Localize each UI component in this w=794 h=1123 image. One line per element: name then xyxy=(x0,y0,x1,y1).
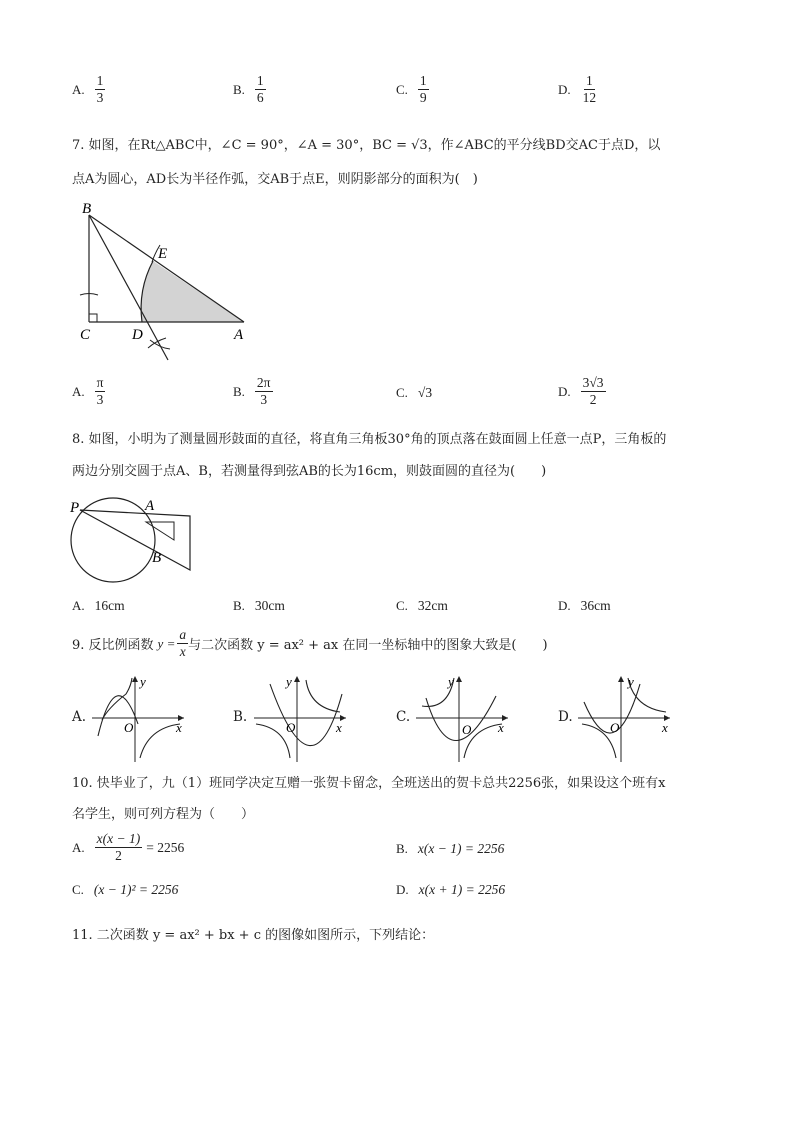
q8-stem-line1: 8. 如图，小明为了测量圆形鼓面的直径，将直角三角板30°角的顶点落在鼓面圆上任意一点P，三角板的 xyxy=(72,432,667,447)
q10-option-c[interactable] xyxy=(72,882,178,898)
option-value: x(x + 1) = 2256 xyxy=(418,882,506,897)
q8-stem-line2: 两边分别交圆于点A、B，若测量得到弦AB的长为16cm，则鼓面圆的直径为( ) xyxy=(72,464,547,479)
q7-option-b[interactable] xyxy=(233,376,273,407)
option-value: √3 xyxy=(417,385,433,400)
svg-text:x: x xyxy=(662,720,668,735)
q7-stem-line1: 7. 如图，在Rt△ABC中，∠C = 90°，∠A = 30°，BC = √3，作∠ABC的平分线BD交AC于点D，以 xyxy=(72,138,661,153)
hyperbola-branch-2 xyxy=(140,724,180,758)
q7-option-a[interactable] xyxy=(72,376,105,407)
q6-option-a[interactable] xyxy=(72,74,105,105)
option-letter: C. xyxy=(396,598,408,613)
svg-text:O: O xyxy=(124,720,134,735)
option-value: 16cm xyxy=(94,598,125,613)
q10-option-a[interactable] xyxy=(72,832,184,863)
q9-letter-a[interactable]: A. xyxy=(72,709,87,725)
q10-option-b[interactable] xyxy=(396,841,504,857)
q6-option-d[interactable] xyxy=(558,74,598,105)
label-c: C xyxy=(80,327,91,343)
q9-stem xyxy=(72,628,548,659)
q8-option-b[interactable] xyxy=(233,598,285,614)
fraction: $\frac{1}{3}$ xyxy=(96,73,104,106)
option-letter: A. xyxy=(72,383,85,399)
fraction: $\frac{1}{9}$ xyxy=(419,73,427,106)
option-letter: B. xyxy=(396,841,408,856)
shaded-region xyxy=(141,261,244,322)
hyperbola-branch-1 xyxy=(306,680,340,712)
q11-stem-line1: 11. 二次函数 y = ax² + bx + c 的图像如图所示，下列结论： xyxy=(72,928,435,943)
q9-letter-d[interactable]: D. xyxy=(558,709,573,725)
q8-option-c[interactable] xyxy=(396,598,448,614)
option-letter: B. xyxy=(233,598,245,613)
fraction: $\frac{1}{6}$ xyxy=(256,73,264,106)
q9-graph-c[interactable] xyxy=(412,672,512,764)
option-letter: A. xyxy=(72,81,85,97)
svg-text:y: y xyxy=(286,674,292,689)
svg-text:O: O xyxy=(462,722,472,737)
label-b: B xyxy=(82,201,92,217)
option-letter: B. xyxy=(233,81,245,97)
fraction: $\frac{2\pi}{3}$ xyxy=(256,375,271,408)
fraction: $\frac{\pi}{3}$ xyxy=(96,375,104,408)
option-letter: C. xyxy=(72,882,84,897)
option-letter: A. xyxy=(72,598,85,613)
svg-text:y: y xyxy=(140,674,146,689)
label-e: E xyxy=(158,246,168,262)
label-p: P xyxy=(70,500,80,516)
fraction: $\frac{1}{12}$ xyxy=(582,73,597,106)
q8-option-d[interactable] xyxy=(558,598,611,614)
svg-text:O: O xyxy=(610,720,620,735)
q7-stem-line2: 点A为圆心，AD长为半径作弧，交AB于点E，则阴影部分的面积为( ) xyxy=(72,172,478,187)
fraction: $\frac{3√3}{2}$ xyxy=(582,375,604,408)
option-letter: D. xyxy=(558,598,571,613)
right-angle-mark xyxy=(89,314,97,322)
q6-option-b[interactable] xyxy=(233,74,266,105)
q9-graph-b[interactable] xyxy=(250,672,350,764)
label-d: D xyxy=(132,327,143,343)
q7-option-c[interactable] xyxy=(396,385,432,401)
fraction: $\frac{x(x - 1)}{2}$ xyxy=(96,831,141,864)
option-letter: D. xyxy=(396,882,409,897)
q9-prefix: 9. 反比例函数 xyxy=(72,638,154,654)
hyperbola-branch-1 xyxy=(102,678,132,720)
option-value: 30cm xyxy=(254,598,285,613)
option-letter: B. xyxy=(233,383,245,399)
svg-text:x: x xyxy=(176,720,182,735)
option-value: = 2256 xyxy=(146,839,185,855)
option-value: 36cm xyxy=(580,598,611,613)
q7-figure xyxy=(70,198,270,368)
q9-y-eq: y = xyxy=(157,635,176,651)
svg-text:x: x xyxy=(336,720,342,735)
option-letter: A. xyxy=(72,839,85,855)
option-letter: D. xyxy=(558,81,571,97)
svg-text:y: y xyxy=(448,674,454,689)
q9-letter-c[interactable]: C. xyxy=(396,709,411,725)
q7-option-d[interactable] xyxy=(558,376,606,407)
q9-suffix: 与二次函数 y = ax² + ax 在同一坐标轴中的图象大致是( ) xyxy=(188,638,548,654)
svg-text:O: O xyxy=(286,720,296,735)
q10-stem-line1: 10. 快毕业了，九（1）班同学决定互赠一张贺卡留念，全班送出的贺卡总共2256张，如果设这个班有x xyxy=(72,776,666,791)
q9-graph-a[interactable] xyxy=(88,672,188,764)
svg-text:x: x xyxy=(498,720,504,735)
option-value: 32cm xyxy=(417,598,448,613)
svg-text:y: y xyxy=(628,674,634,689)
label-b: B xyxy=(152,550,162,566)
label-a: A xyxy=(234,327,244,343)
option-value: (x − 1)² = 2256 xyxy=(93,882,179,897)
option-letter: C. xyxy=(396,385,408,400)
q9-graph-d[interactable] xyxy=(574,672,674,764)
q8-figure xyxy=(66,496,201,588)
q9-letter-b[interactable]: B. xyxy=(233,709,248,725)
q10-option-d[interactable] xyxy=(396,882,505,898)
option-letter: C. xyxy=(396,81,408,97)
q6-option-c[interactable] xyxy=(396,74,429,105)
q8-option-a[interactable] xyxy=(72,598,125,614)
ruler-hole xyxy=(146,522,174,540)
label-a: A xyxy=(145,498,155,514)
q9-fraction: $\frac{a}{x}$ xyxy=(179,627,187,660)
q10-stem-line2: 名学生，则可列方程为（ ） xyxy=(72,807,255,822)
option-value: x(x − 1) = 2256 xyxy=(417,841,505,856)
hyperbola-branch-2 xyxy=(256,724,290,758)
option-letter: D. xyxy=(558,383,571,399)
